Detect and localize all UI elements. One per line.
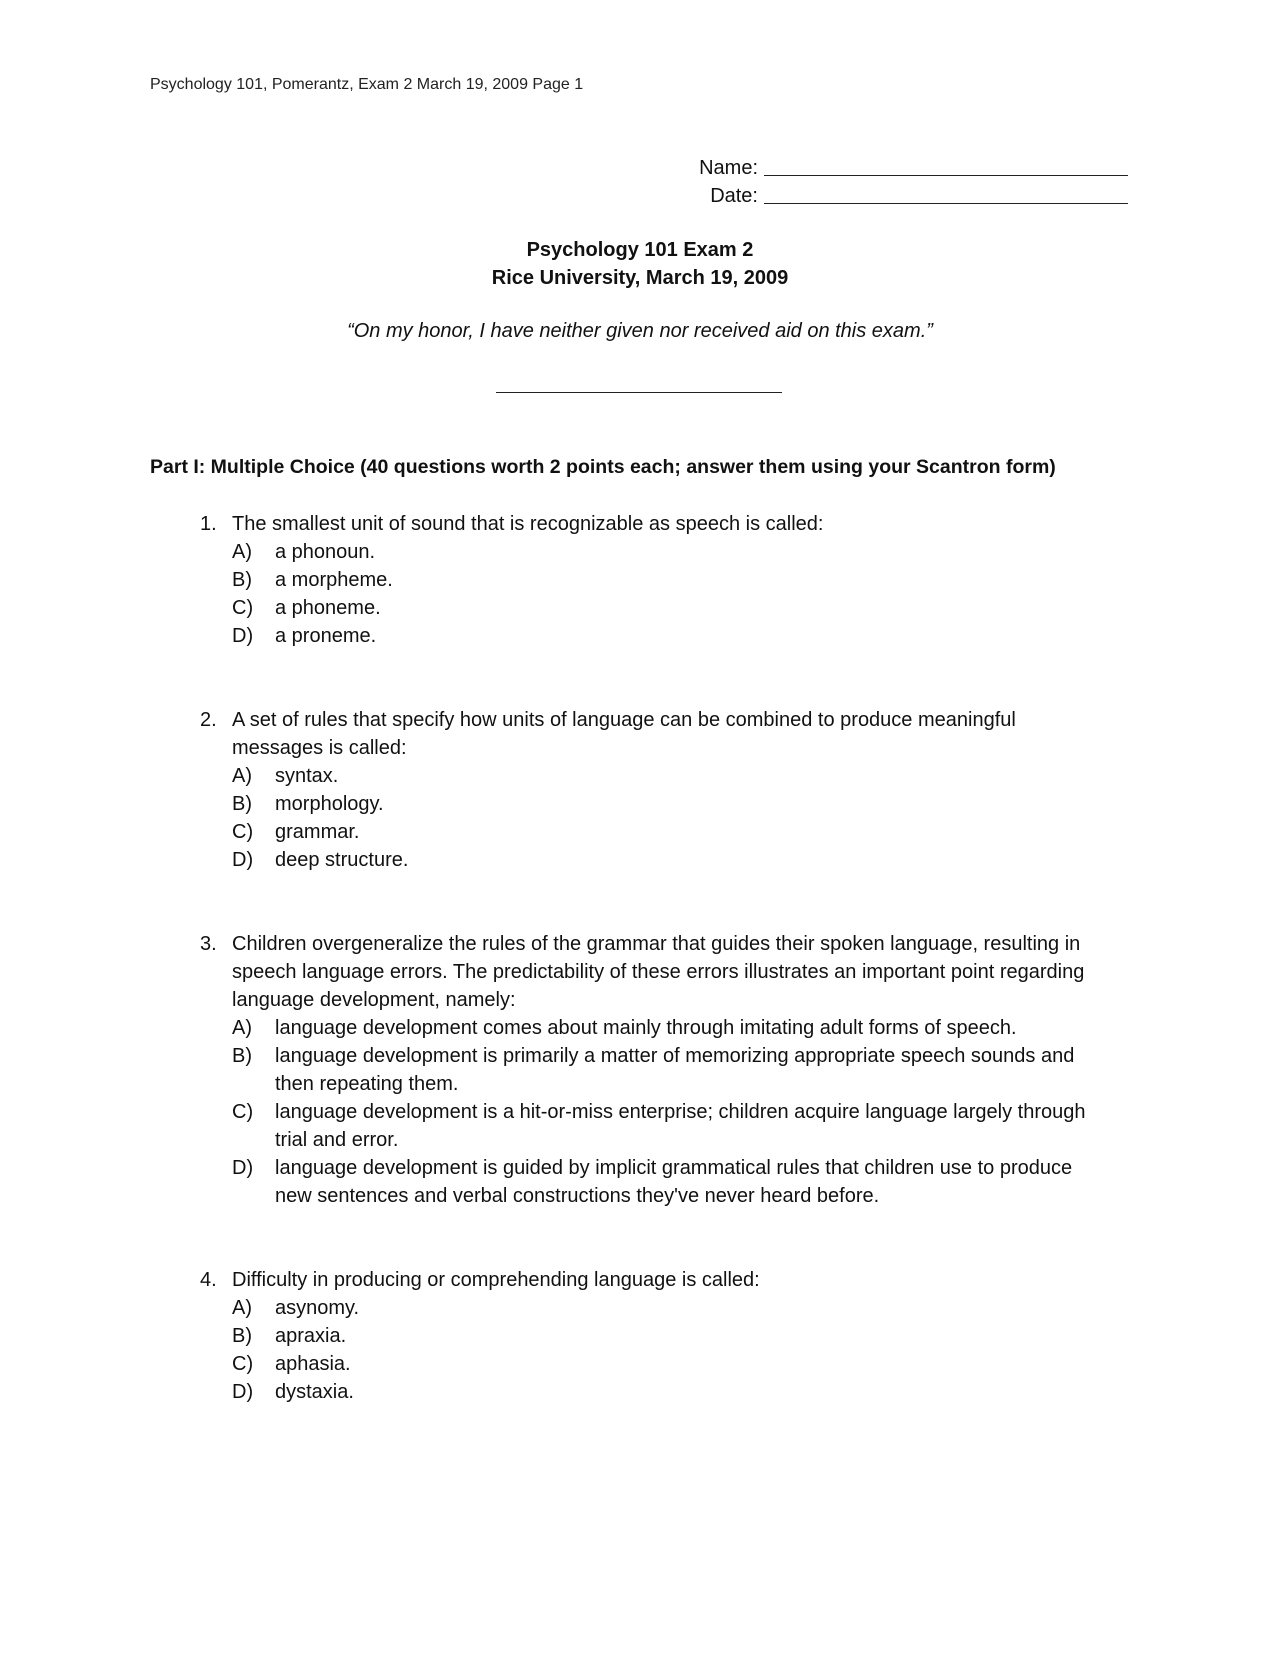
option-text: grammar.	[275, 821, 360, 843]
date-field-row	[688, 180, 1128, 208]
option-c	[232, 1098, 1110, 1154]
option-letter: B)	[232, 1045, 252, 1067]
name-label: Name:	[699, 157, 758, 179]
option-letter: A)	[232, 541, 252, 563]
date-label: Date:	[710, 185, 758, 207]
option-b	[232, 1042, 1110, 1098]
option-a	[232, 762, 1110, 790]
option-list	[232, 762, 1110, 874]
option-b	[232, 790, 1110, 818]
option-d	[232, 1378, 1110, 1406]
option-text: syntax.	[275, 765, 339, 787]
option-letter: D)	[232, 1157, 254, 1179]
question-number: 4.	[200, 1269, 217, 1291]
exam-title-line1: Psychology 101 Exam 2	[526, 239, 754, 261]
option-letter: C)	[232, 1353, 254, 1375]
option-text: a phoneme.	[275, 597, 381, 619]
date-blank-line[interactable]	[764, 183, 1128, 204]
question-text: Difficulty in producing or comprehending language is called:	[232, 1269, 760, 1291]
student-info-fields	[688, 152, 1128, 208]
question-number: 3.	[200, 933, 217, 955]
option-list	[232, 1014, 1110, 1210]
option-letter: A)	[232, 1017, 252, 1039]
option-c	[232, 594, 1110, 622]
option-b	[232, 1322, 1110, 1350]
option-b	[232, 566, 1110, 594]
option-letter: C)	[232, 821, 254, 843]
option-c	[232, 1350, 1110, 1378]
question-text: A set of rules that specify how units of language can be combined to produce meaningful messages is called:	[232, 709, 1016, 759]
option-d	[232, 846, 1110, 874]
option-text: deep structure.	[275, 849, 409, 871]
name-field-row	[688, 152, 1128, 180]
option-letter: D)	[232, 625, 254, 647]
question-text: Children overgeneralize the rules of the grammar that guides their spoken language, resulting in speech language errors. The predictability of these errors illustrates an important point regarding language development, namely:	[232, 933, 1085, 1011]
option-letter: A)	[232, 1297, 252, 1319]
exam-title-line2: Rice University, March 19, 2009	[491, 267, 789, 289]
option-text: language development is primarily a matter of memorizing appropriate speech sounds and then repeating them.	[275, 1045, 1075, 1095]
option-text: aphasia.	[275, 1353, 351, 1375]
name-blank-line[interactable]	[764, 155, 1128, 176]
option-letter: B)	[232, 569, 252, 591]
question-number: 2.	[200, 709, 217, 731]
option-a	[232, 538, 1110, 566]
question-text: The smallest unit of sound that is recognizable as speech is called:	[232, 513, 824, 535]
option-letter: D)	[232, 1381, 254, 1403]
option-d	[232, 1154, 1110, 1210]
option-a	[232, 1294, 1110, 1322]
option-text: language development is a hit-or-miss enterprise; children acquire language largely through trial and error.	[275, 1101, 1086, 1151]
option-text: a phonoun.	[275, 541, 376, 563]
option-letter: B)	[232, 793, 252, 815]
option-text: dystaxia.	[275, 1381, 354, 1403]
exam-title	[0, 236, 1280, 292]
question-3	[200, 930, 1110, 1210]
option-letter: C)	[232, 1101, 254, 1123]
option-text: a morpheme.	[275, 569, 393, 591]
option-list	[232, 1294, 1110, 1406]
option-text: morphology.	[275, 793, 384, 815]
option-text: apraxia.	[275, 1325, 347, 1347]
honor-pledge: “On my honor, I have neither given nor received aid on this exam.”	[347, 320, 933, 342]
running-header: Psychology 101, Pomerantz, Exam 2 March 19, 2009 Page 1	[150, 76, 584, 93]
signature-line[interactable]	[496, 392, 782, 393]
option-letter: A)	[232, 765, 252, 787]
option-d	[232, 622, 1110, 650]
question-number: 1.	[200, 513, 217, 535]
option-letter: B)	[232, 1325, 252, 1347]
option-letter: C)	[232, 597, 254, 619]
option-c	[232, 818, 1110, 846]
option-a	[232, 1014, 1110, 1042]
question-2	[200, 706, 1110, 874]
question-list	[200, 510, 1110, 1406]
option-text: language development comes about mainly through imitating adult forms of speech.	[275, 1017, 1017, 1039]
part1-heading: Part I: Multiple Choice (40 questions worth 2 points each; answer them using your Scantron form)	[150, 456, 1056, 478]
option-text: language development is guided by implicit grammatical rules that children use to produce new sentences and verbal constructions they've never heard before.	[275, 1157, 1073, 1207]
question-4	[200, 1266, 1110, 1406]
option-text: asynomy.	[275, 1297, 360, 1319]
option-text: a proneme.	[275, 625, 377, 647]
question-1	[200, 510, 1110, 650]
option-letter: D)	[232, 849, 254, 871]
option-list	[232, 538, 1110, 650]
